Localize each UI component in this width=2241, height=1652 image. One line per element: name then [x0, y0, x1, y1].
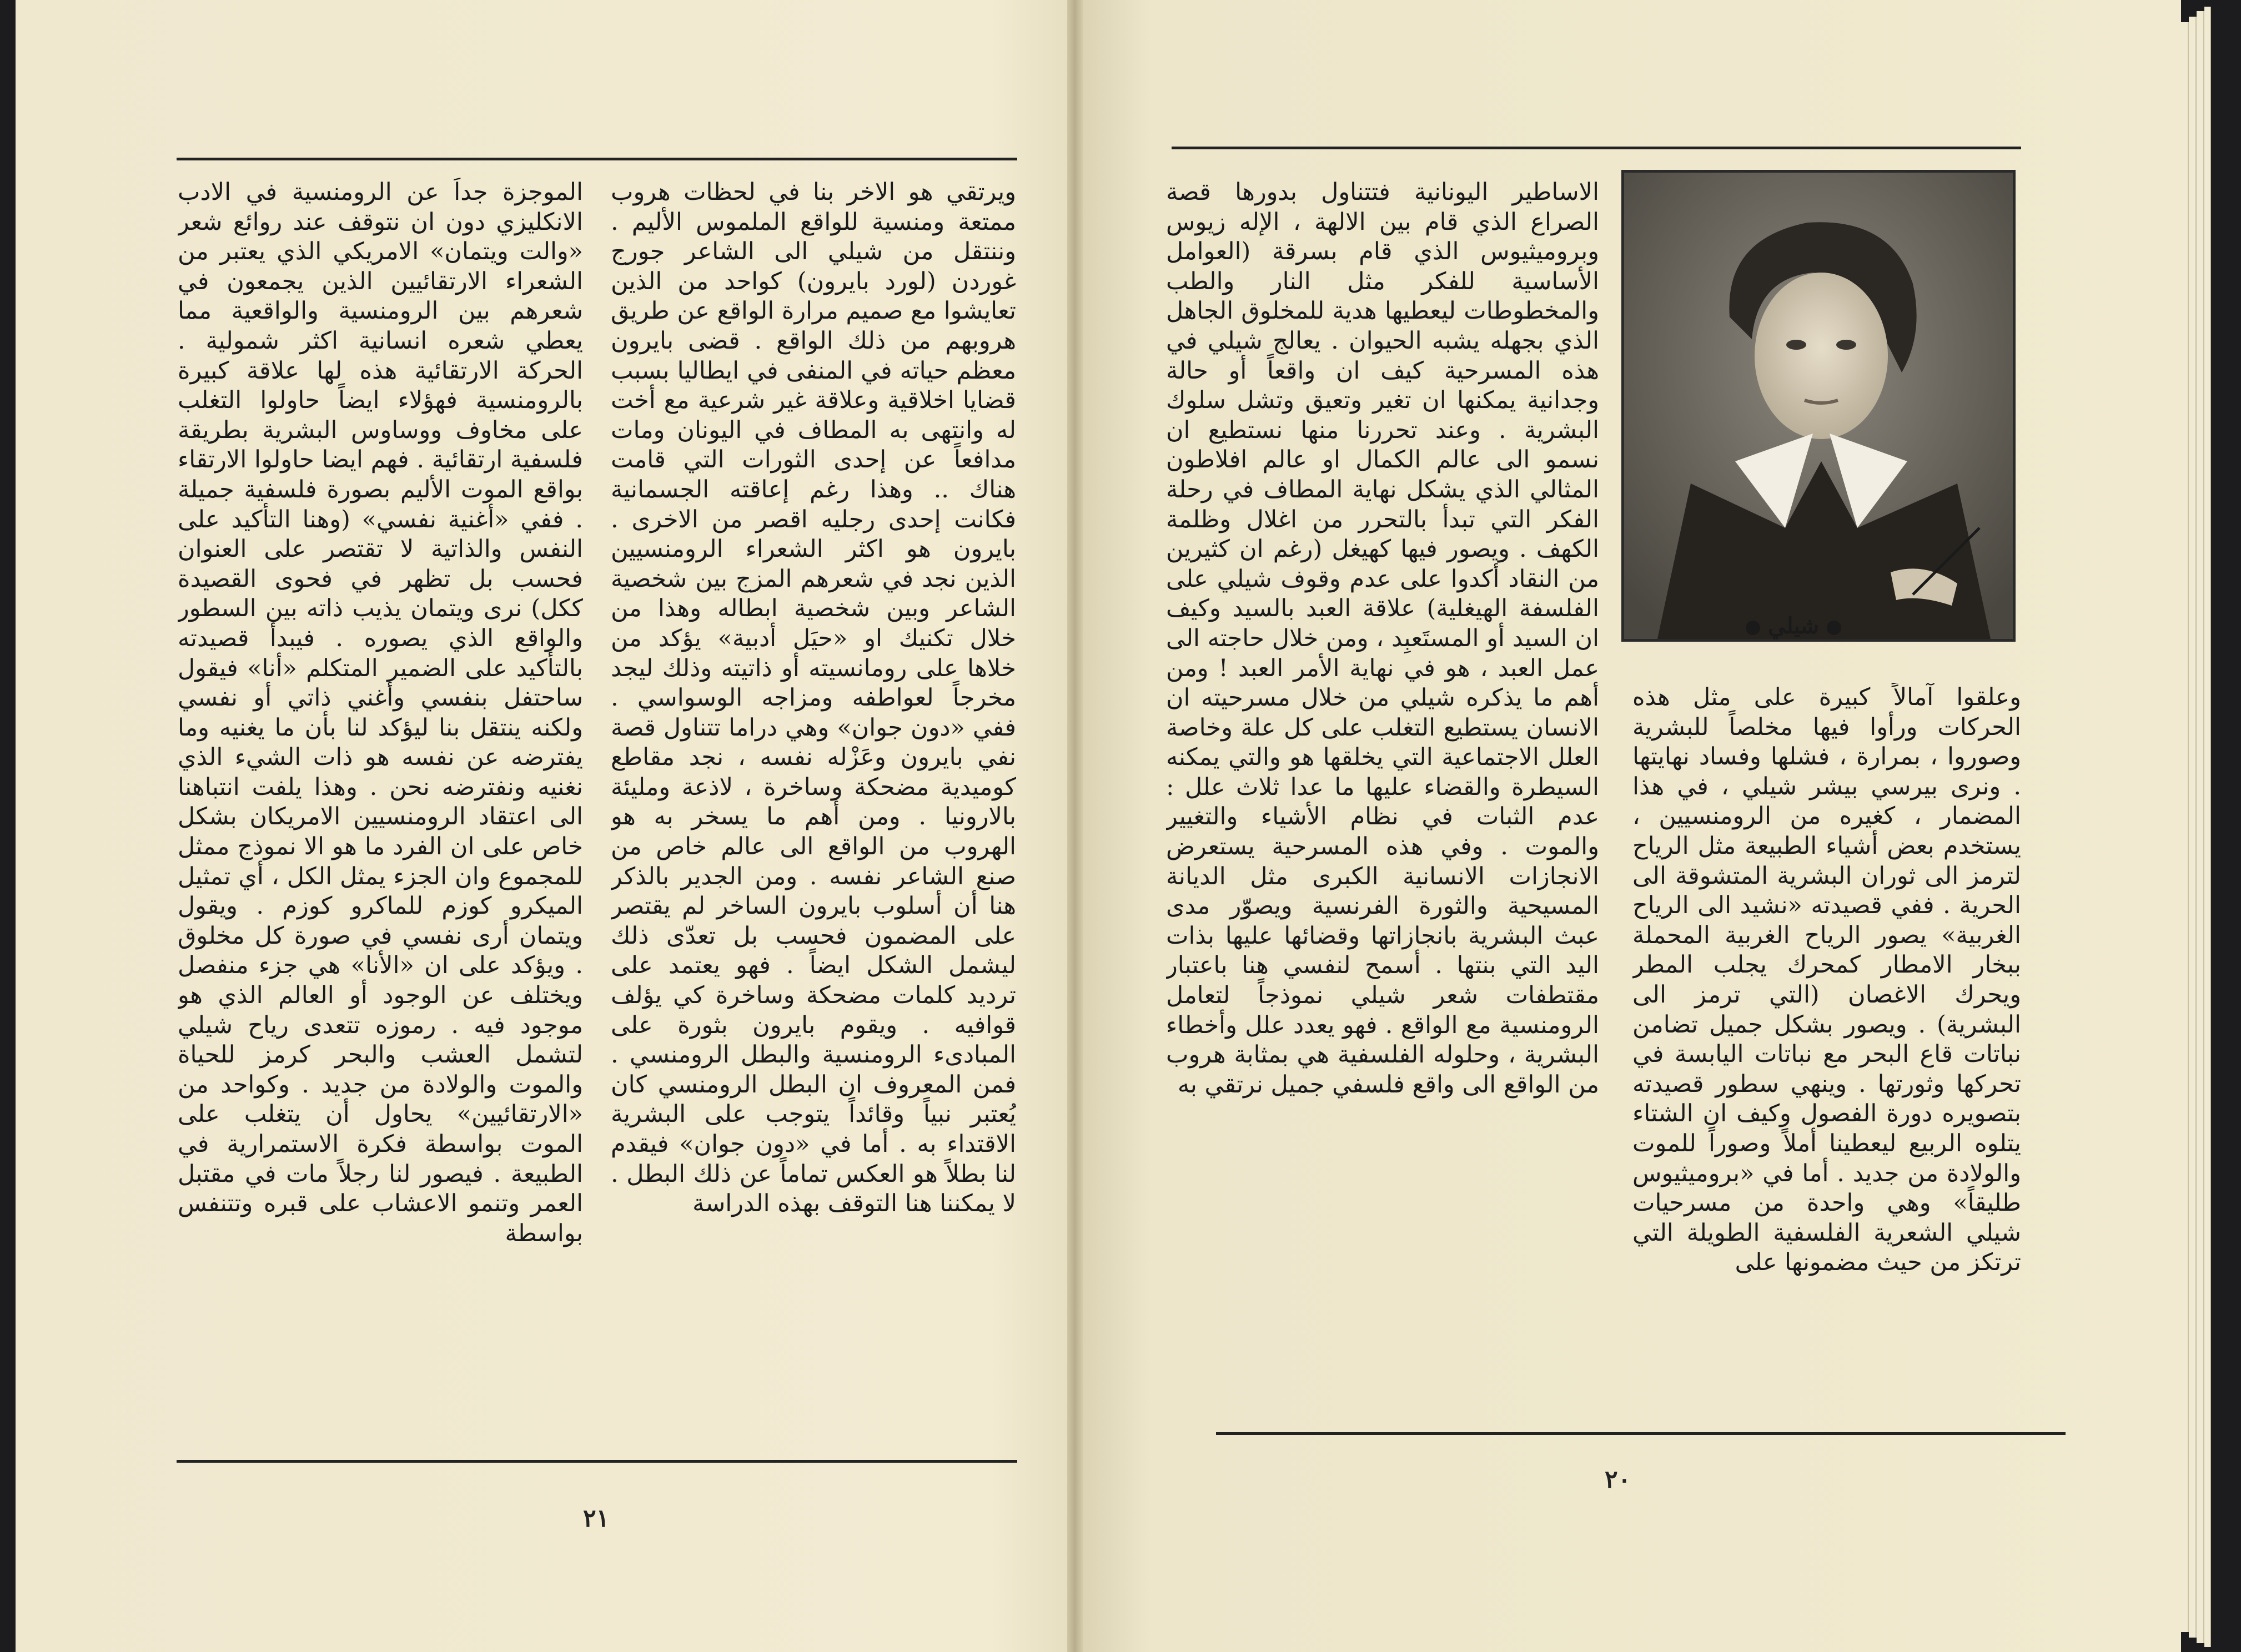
portrait-caption: [1738, 613, 1849, 639]
shelley-portrait: [1624, 173, 2013, 639]
book-gutter: [1067, 0, 1083, 1652]
column-text: الموجزة جداً عن الرومنسية في الادب الانكليزي دون ان نتوقف عند روائع شعر «والت ويتمان» الامريكي الذي يعتبر من الشعراء الارتقائيين الذين يجمعون في شعرهم بين الرومنسية والواقعية مما يعطي شعره انسانية اكثر شمولية . الحركة الارتقائية هذه لها علاقة كبيرة بالرومنسية فهؤلاء ايضاً حاولوا التغلب على مخاوف ووساوس البشرية بطريقة فلسفية ارتقائية . فهم ايضا حاولوا الارتقاء بواقع الموت الأليم بصورة فلسفية جميلة . ففي «أغنية نفسي» (وهنا التأكيد على النفس والذاتية لا تقتصر على العنوان فحسب بل تظهر في فحوى القصيدة ككل) نرى ويتمان يذيب ذاته بين السطور والواقع الذي يصوره . فيبدأ قصيدته بالتأكيد على الضمير المتكلم «أنا» فيقول ساحتفل بنفسي وأغني ذاتي أو نفسي ولكنه ينتقل بنا ليؤكد لنا بأن ما يغنيه وما يفترضه عن نفسه هو ذات الشيء الذي نغنيه ونفترضه نحن . وهذا يلفت انتباهنا الى اعتقاد الرومنسيين الامريكان بشكل خاص على ان الفرد ما هو الا نموذج ممثل للمجموع وان الجزء يمثل الكل ، أي تمثيل الميكرو كوزم للماكرو كوزم . ويقول ويتمان أرى نفسي في صورة كل مخلوق . ويؤكد على ان «الأنا» هي جزء منفصل ويختلف عن الوجود أو العالم الذي هو موجود فيه . رموزه تتعدى رياح شيلي لتشمل العشب والبحر كرمز للحياة والموت والولادة من جديد . وكواحد من «الارتقائيين» يحاول أن يتغلب على الموت بواسطة فكرة الاستمرارية في الطبيعة . فيصور لنا رجلاً مات في مقتبل العمر وتنمو الاعشاب على قبره وتتنفس بواسطة: [178, 178, 583, 1247]
portrait-image: [1621, 170, 2016, 642]
left-page-column-right: [611, 178, 1016, 1454]
column-text: ويرتقي هو الاخر بنا في لحظات هروب ممتعة ومنسية للواقع الملموس الأليم . وننتقل من شيلي الى الشاعر جورج غوردن (لورد بايرون) كواحد من الذين تعايشوا مع صميم مرارة الواقع عن طريق هروبهم من ذلك الواقع . قضى بايرون معظم حياته في المنفى في ايطاليا بسبب قضايا اخلاقية وعلاقة غير شرعية مع أخت له وانتهى به المطاف في اليونان ومات مدافعاً عن إحدى الثورات التي قامت هناك .. وهذا رغم إعاقته الجسمانية فكانت إحدى رجليه اقصر من الاخرى . بايرون هو اكثر الشعراء الرومنسيين الذين نجد في شعرهم المزج بين شخصية الشاعر وبين شخصية ابطاله وهذا من خلال تكنيك او «حيَل أدبية» يؤكد من خلاها على رومانسيته أو ذاتيته وذلك ليجد مخرجاً لعواطفه ومزاجه الوسواسي . ففي «دون جوان» وهي دراما تتناول قصة نفي بايرون وعَزْله نفسه ، نجد مقاطع كوميدية مضحكة وساخرة ، لاذعة ومليئة بالارونيا . ومن أهم ما يسخر به هو الهروب من الواقع الى عالم خاص من صنع الشاعر نفسه . ومن الجدير بالذكر هنا أن أسلوب بايرون الساخر لم يقتصر على المضمون فحسب بل تعدّى ذلك ليشمل الشكل ايضاً . فهو يعتمد على ترديد كلمات مضحكة وساخرة كي يؤلف قوافيه . ويقوم بايرون بثورة على المبادىء الرومنسية والبطل الرومنسي . فمن المعروف ان البطل الرومنسي كان يُعتبر نبياً وقائداً يتوجب على البشرية الاقتداء به . أما في «دون جوان» فيقدم لنا بطلاً هو العكس تماماً عن ذلك البطل . لا يمكننا هنا التوقف بهذه الدراسة: [611, 178, 1016, 1218]
left-page-column-left: [178, 178, 583, 1454]
bottom-rule: [177, 1460, 1017, 1463]
top-rule: [177, 158, 1017, 160]
page-stack: [2189, 17, 2197, 1638]
column-text: الاساطير اليونانية فتتناول بدورها قصة الصراع الذي قام بين الالهة ، الإله زيوس وبروميثيوس الذي قام بسرقة (العوامل الأساسية للفكر مثل النار والطب والمخطوطات ليعطيها هدية للمخلوق الجاهل الذي بجهله يشبه الحيوان . يعالج شيلي في هذه المسرحية كيف ان واقعاً أو حالة وجدانية يمكنها ان تغير وتعيق وتشل سلوك البشرية . وعند تحررنا منها نستطيع ان نسمو الى عالم الكمال او عالم افلاطون المثالي الذي يشكل نهاية المطاف في رحلة الفكر التي تبدأ بالتحرر من اغلال وظلمة الكهف . ويصور فيها كهيغل (رغم ان كثيرين من النقاد أكدوا على عدم وقوف شيلي على الفلسفة الهيغلية) علاقة العبد بالسيد وكيف ان السيد أو المستَعبِد ، ومن خلال حاجته الى عمل العبد ، هو في نهاية الأمر العبد ! ومن أهم ما يذكره شيلي من خلال مسرحيته ان الانسان يستطيع التغلب على كل علة وخاصة العلل الاجتماعية التي يخلقها هو والتي يمكنه السيطرة والقضاء عليها ما عدا ثلاث علل : عدم الثبات في نظام الأشياء والتغيير والموت . وفي هذه المسرحية يستعرض الانجازات الانسانية الكبرى مثل الديانة المسيحية والثورة الفرنسية ويصوّر مدى عبث البشرية بانجازاتها وقضائها عليها بذات اليد التي بنتها . أسمح لنفسي هنا باعتبار مقتطفات شعر شيلي نموذجاً لتعامل الرومنسية مع الواقع . فهو يعدد علل وأخطاء البشرية ، وحلوله الفلسفية هي بمثابة هروب من الواقع الى واقع فلسفي جميل نرتقي به: [1166, 178, 1599, 1099]
caption-text: شيلي: [1768, 613, 1820, 639]
bullet-icon: [1746, 621, 1760, 635]
page-stack: [2181, 22, 2189, 1632]
page-stack: [2197, 11, 2204, 1643]
page-number: ٢٠: [1605, 1465, 1631, 1494]
page-number: ٢١: [583, 1504, 610, 1533]
page-stack: [2204, 7, 2211, 1647]
right-page-column-right: [1632, 683, 2021, 1421]
right-page-column-left: [1166, 178, 1599, 1421]
bullet-icon: [1827, 621, 1841, 635]
column-text: وعلقوا آمالاً كبيرة على مثل هذه الحركات ورأوا فيها مخلصاً للبشرية وصوروا ، بمرارة ، فشلها وفساد نهايتها . ونرى بيرسي بيشر شيلي ، في هذا المضمار ، كغيره من الرومنسيين ، يستخدم بعض أشياء الطبيعة مثل الرياح لترمز الى ثوران البشرية المتشوقة الى الحرية . ففي قصيدته «نشيد الى الرياح الغربية» يصور الرياح الغربية المحملة ببخار الامطار كمحرك يجلب المطر ويحرك الاغصان (التي ترمز الى البشرية) . ويصور بشكل جميل تضامن نباتات قاع البحر مع نباتات اليابسة في تحركها وثورتها . وينهي سطور قصيدته بتصويره دورة الفصول وكيف ان الشتاء يتلوه الربيع ليعطينا أملاً وصوراً للموت والولادة من جديد . أما في «بروميثيوس طليقاً» وهي واحدة من مسرحيات شيلي الشعرية الفلسفية الطويلة التي ترتكز من حيث مضمونها على: [1632, 683, 2021, 1277]
top-rule: [1172, 147, 2021, 149]
bottom-rule: [1216, 1432, 2066, 1435]
